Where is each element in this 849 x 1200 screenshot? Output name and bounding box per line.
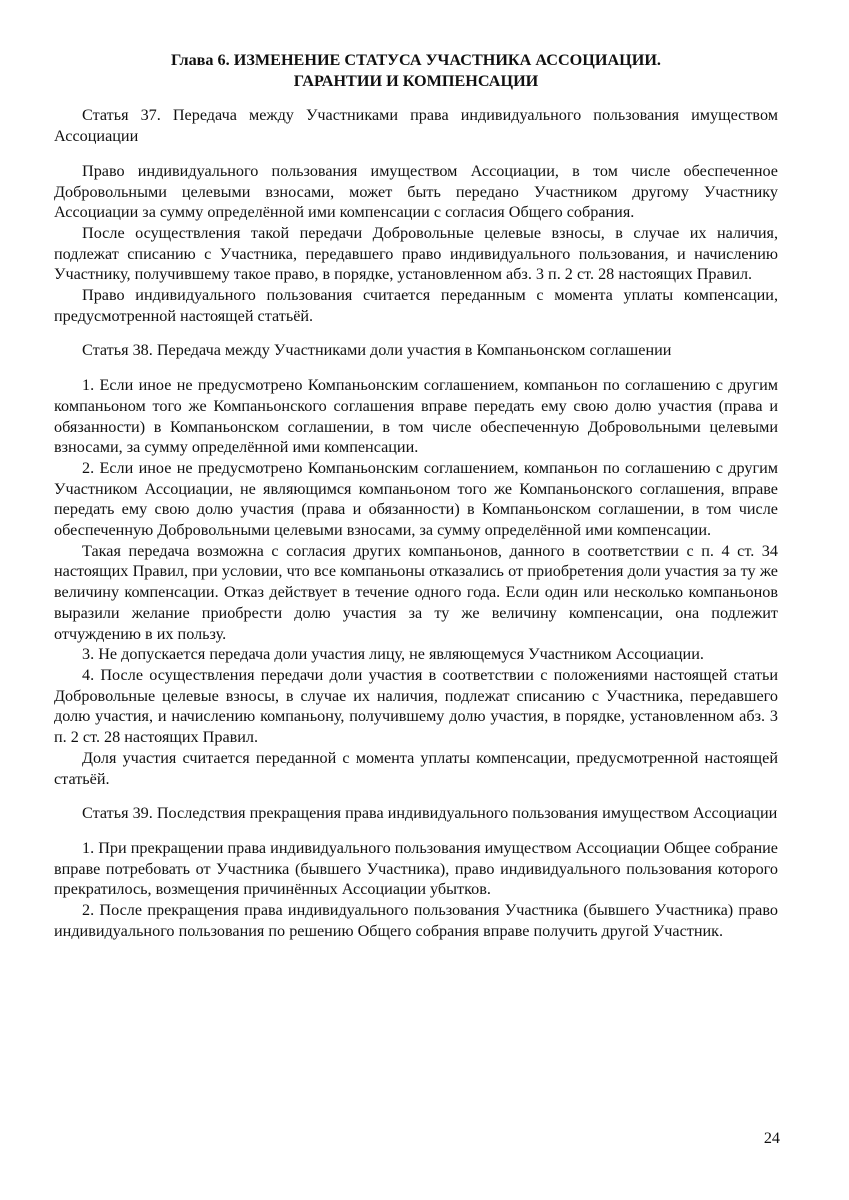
gap-after-article-38-title	[54, 361, 778, 375]
gap-after-article-39-title	[54, 824, 778, 838]
article-38-point-2: 2. Если иное не предусмотрено Компаньонским соглашением, компаньон по соглашению с другим Участником Ассоциации, не являющимся компаньоном того же Компаньонского соглашения, вправе передать ему свою долю участия (права и обязанности) в Компаньонском соглашении, в том числе обеспеченную Добровольными целевыми взносами, за сумму определённой ими компенсации.	[54, 458, 778, 540]
article-37-paragraph-2: После осуществления такой передачи Добровольные целевые взносы, в случае их наличия, подлежат списанию с Участника, передавшего право индивидуального пользования, и начислению Участнику, получившему такое право, в порядке, установленном абз. 3 п. 2 ст. 28 настоящих Правил.	[54, 223, 778, 284]
article-38-final-paragraph: Доля участия считается переданной с момента уплаты компенсации, предусмотренной настоящей статьёй.	[54, 748, 778, 788]
article-37-title: Статья 37. Передача между Участниками права индивидуального пользования имуществом Ассоциации	[54, 106, 778, 146]
article-37-paragraph-3: Право индивидуального пользования считается переданным с момента уплаты компенсации, предусмотренной настоящей статьёй.	[54, 286, 778, 325]
article-39-point-2: 2. После прекращения права индивидуального пользования Участника (бывшего Участника) право индивидуального пользования по решению Общего собрания вправе получить другой Участник.	[54, 901, 778, 940]
article-38-title: Статья 38. Передача между Участниками доли участия в Компаньонском соглашении	[82, 341, 672, 360]
article-39-point-1: 1. При прекращении права индивидуального пользования имуществом Ассоциации Общее собрание вправе потребовать от Участника (бывшего Участника), право индивидуального пользования которого прекратилось, возмещения причинённых Ассоциации убытков.	[54, 838, 778, 899]
article-37-paragraph-1: Право индивидуального пользования имуществом Ассоциации, в том числе обеспеченное Добровольными целевыми взносами, может быть передано Участником другому Участнику Ассоциации за сумму определённой ими компенсации с согласия Общего собрания.	[54, 161, 778, 222]
gap-after-chapter-heading	[54, 91, 778, 105]
gap-after-article-37-title	[54, 147, 778, 161]
chapter-6-heading	[54, 50, 778, 91]
article-38-point-1: 1. Если иное не предусмотрено Компаньонским соглашением, компаньон по соглашению с другим компаньоном того же Компаньонского соглашения вправе передать ему свою долю участия (права и обязанности) в Компаньонском соглашении, в том числе обеспеченную Добровольными целевыми взносами, за сумму определённой ими компенсации.	[54, 376, 778, 457]
gap-before-article-38	[54, 326, 778, 340]
article-38-point-2-continuation: Такая передача возможна с согласия других компаньонов, данного в соответствии с п. 4 ст. 34 настоящих Правил, при условии, что все компаньоны отказались от приобретения доли участия за ту же величину компенсации. Отказ действует в течение одного года. Если один или несколько компаньонов выразили желание приобрести долю участия за ту же величину компенсации, она подлежит отчуждению в их пользу.	[54, 541, 778, 643]
page-number: 24	[763, 1129, 780, 1147]
article-39-title: Статья 39. Последствия прекращения права индивидуального пользования имуществом Ассоциации	[82, 804, 778, 823]
chapter-6-heading-line-2: ГАРАНТИИ И КОМПЕНСАЦИИ	[293, 71, 539, 90]
document-body	[54, 50, 778, 941]
article-38-point-3: 3. Не допускается передача доли участия лицу, не являющемуся Участником Ассоциации.	[82, 645, 704, 664]
chapter-6-heading-line-1: Глава 6. ИЗМЕНЕНИЕ СТАТУСА УЧАСТНИКА АССОЦИАЦИИ.	[171, 51, 661, 69]
article-38-point-4: 4. После осуществления передачи доли участия в соответствии с положениями настоящей статьи Добровольные целевые взносы, в случае их наличия, подлежат списанию с Участника, передавшего долю участия, и начислению компаньону, получившему долю участия, в порядке, установленном абз. 3 п. 2 ст. 28 настоящих Правил.	[54, 665, 778, 747]
gap-before-article-39	[54, 789, 778, 803]
